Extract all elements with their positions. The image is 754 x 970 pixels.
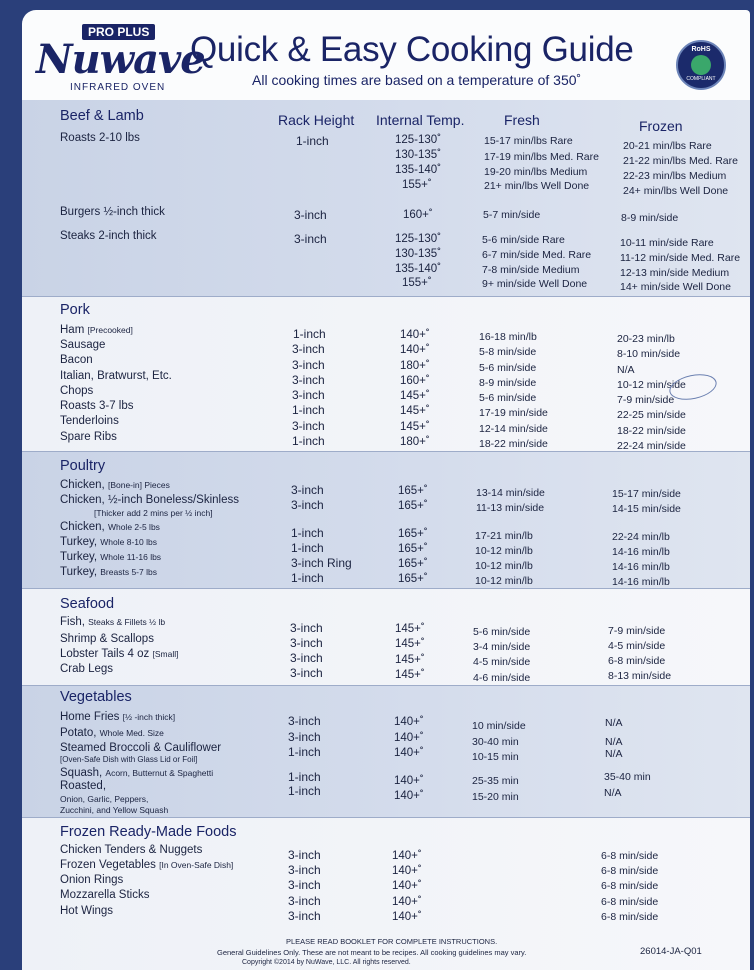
row-rack: 1-inch [293, 327, 326, 341]
row-name: Roasts 2-10 lbs [60, 132, 140, 144]
row-rack: 3-inch [292, 419, 325, 433]
row-note: [Bone-in] Pieces [107, 480, 170, 490]
row-temp: 180+˚ [400, 360, 430, 372]
row-frozen: N/A [605, 748, 623, 760]
row-frozen: 14-15 min/side [612, 503, 681, 515]
row-temp: 140+˚ [400, 344, 430, 356]
row-note: Whole 8-10 lbs [100, 537, 157, 547]
rohs-label: RoHS [691, 46, 711, 53]
page-title: Quick & Easy Cooking Guide [190, 30, 634, 69]
row-note: Turkey, [60, 536, 98, 548]
row-frozen: 22-23 min/lbs Medium [623, 170, 727, 182]
row-note: Turkey, [60, 551, 98, 563]
row-frozen: 14-16 min/lb [612, 546, 670, 558]
row-fresh: 5-8 min/side [479, 346, 537, 358]
row-temp: 140+˚ [394, 790, 424, 802]
row-name [60, 479, 170, 491]
rohs-badge-icon [676, 40, 726, 90]
row-rack: 3-inch [294, 208, 327, 222]
row-temp: 125-130˚ [395, 233, 442, 245]
row-fresh: 6-7 min/side Med. Rare [482, 249, 592, 261]
brand-name: Nuwave [36, 36, 205, 83]
row-rack: 3-inch [292, 373, 325, 387]
row-frozen: 20-23 min/lb [617, 333, 675, 345]
row-name: Crab Legs [60, 663, 114, 675]
row-temp: 165+˚ [398, 573, 428, 585]
row-subnote: [Oven-Safe Dish with Glass Lid or Foil] [60, 755, 198, 764]
row-frozen: 14-16 min/lb [612, 561, 670, 573]
section-title-frozen-foods: Frozen Ready-Made Foods [60, 824, 237, 840]
row-fresh: 10-12 min/lb [475, 545, 533, 557]
row-frozen: 8-13 min/side [608, 670, 672, 682]
row-name [60, 616, 165, 628]
row-frozen: 4-5 min/side [608, 640, 666, 652]
row-fresh: 25-35 min [472, 775, 519, 787]
section-title-poultry: Poultry [60, 458, 106, 474]
section-title-seafood: Seafood [60, 596, 115, 612]
row-name [60, 521, 160, 533]
pro-plus-badge: PRO PLUS [82, 24, 155, 40]
row-temp: 145+˚ [400, 390, 430, 402]
row-name: Chicken Tenders & Nuggets [60, 844, 203, 856]
row-rack: 1-inch [288, 784, 321, 798]
row-name [60, 767, 213, 779]
row-fresh: 5-6 min/side [479, 362, 537, 374]
row-frozen: 14-16 min/lb [612, 576, 670, 588]
row-temp: 160+˚ [403, 209, 433, 221]
row-fresh: 5-6 min/side [473, 626, 531, 638]
row-frozen: 6-8 min/side [601, 911, 659, 923]
section-title-vegetables: Vegetables [60, 689, 132, 705]
row-note: [½ -inch thick] [122, 712, 176, 722]
row-note: Frozen Vegetables [60, 859, 156, 871]
row-name [60, 859, 233, 871]
row-fresh: 15-20 min [472, 791, 519, 803]
row-name: Onion Rings [60, 874, 124, 886]
row-temp: 155+˚ [402, 179, 432, 191]
row-note: Whole 11-16 lbs [100, 552, 162, 562]
row-temp: 140+˚ [394, 747, 424, 759]
row-name [60, 648, 178, 660]
row-rack: 3-inch [288, 848, 321, 862]
row-name: Spare Ribs [60, 431, 117, 443]
row-rack: 3-inch [288, 878, 321, 892]
row-temp: 140+˚ [394, 775, 424, 787]
row-fresh: 5-6 min/side Rare [482, 234, 565, 246]
row-name: Tenderloins [60, 415, 119, 427]
column-header-rack: Rack Height [278, 112, 355, 128]
row-rack: 1-inch [292, 434, 325, 448]
row-frozen: 8-10 min/side [617, 348, 681, 360]
row-temp: 130-135˚ [395, 149, 442, 161]
row-fresh: 8-9 min/side [479, 377, 537, 389]
row-rack: 3-inch [288, 863, 321, 877]
row-frozen: 20-21 min/lbs Rare [623, 140, 712, 152]
row-temp: 165+˚ [398, 558, 428, 570]
row-subnote: Zucchini, and Yellow Squash [60, 805, 169, 815]
row-name: Chops [60, 385, 94, 397]
row-rack: 1-inch [292, 403, 325, 417]
row-note: Lobster Tails 4 oz [60, 648, 150, 660]
row-note: [In Oven-Safe Dish] [159, 860, 234, 870]
row-fresh: 10-15 min [472, 751, 519, 763]
row-frozen: 35-40 min [604, 771, 651, 783]
row-note: Potato, [60, 727, 97, 739]
row-temp: 140+˚ [394, 732, 424, 744]
row-rack: 3-inch Ring [291, 556, 352, 570]
row-rack: 3-inch [291, 483, 324, 497]
row-subnote: [Thicker add 2 mins per ½ inch] [94, 508, 213, 518]
row-rack: 1-inch [288, 770, 321, 784]
row-frozen: 22-24 min/lb [612, 531, 670, 543]
row-note: Breasts 5-7 lbs [100, 567, 157, 577]
row-temp: 140+˚ [392, 865, 422, 877]
row-frozen: 6-8 min/side [601, 850, 659, 862]
row-name: Hot Wings [60, 905, 114, 917]
row-name: Italian, Bratwurst, Etc. [60, 370, 172, 382]
row-frozen: 7-9 min/side [617, 394, 675, 406]
row-fresh: 7-8 min/side Medium [482, 264, 580, 276]
row-temp: 165+˚ [398, 485, 428, 497]
row-rack: 3-inch [288, 894, 321, 908]
row-frozen: 7-9 min/side [608, 625, 666, 637]
row-temp: 140+˚ [400, 329, 430, 341]
row-fresh: 13-14 min/side [476, 487, 545, 499]
row-temp: 155+˚ [402, 277, 432, 289]
row-temp: 145+˚ [400, 421, 430, 433]
row-temp: 140+˚ [392, 911, 422, 923]
row-fresh: 12-14 min/side [479, 423, 548, 435]
row-frozen: 15-17 min/side [612, 488, 681, 500]
row-rack: 3-inch [290, 666, 323, 680]
row-rack: 3-inch [294, 232, 327, 246]
row-name: Sausage [60, 339, 106, 351]
row-temp: 140+˚ [392, 896, 422, 908]
row-frozen: 22-25 min/side [617, 409, 686, 421]
row-name: Shrimp & Scallops [60, 633, 154, 645]
row-frozen: 8-9 min/side [621, 212, 679, 224]
row-rack: 3-inch [292, 342, 325, 356]
row-fresh: 5-6 min/side [479, 392, 537, 404]
row-rack: 3-inch [292, 358, 325, 372]
row-temp: 145+˚ [395, 654, 425, 666]
row-fresh: 30-40 min [472, 736, 519, 748]
row-fresh: 11-13 min/side [476, 502, 545, 514]
row-frozen: N/A [605, 717, 623, 729]
row-rack: 3-inch [288, 714, 321, 728]
row-frozen: 6-8 min/side [601, 880, 659, 892]
row-temp: 130-135˚ [395, 248, 442, 260]
row-note: [Precooked] [87, 325, 133, 335]
row-name [60, 494, 239, 506]
row-name [60, 551, 161, 563]
row-rack: 3-inch [292, 388, 325, 402]
row-name [60, 727, 164, 739]
row-temp: 140+˚ [394, 716, 424, 728]
row-note: ½-inch Boneless/Skinless [107, 494, 239, 506]
row-frozen: 24+ min/lbs Well Done [623, 185, 729, 197]
row-rack: 3-inch [288, 909, 321, 923]
row-name [60, 324, 133, 336]
row-note: Steaks & Fillets ½ lb [88, 617, 166, 627]
row-fresh: 16-18 min/lb [479, 331, 537, 343]
row-name [60, 711, 175, 723]
row-name [60, 536, 157, 548]
row-note: [Small] [152, 649, 179, 659]
row-name: Steaks 2-inch thick [60, 230, 157, 242]
row-temp: 145+˚ [395, 638, 425, 650]
row-temp: 140+˚ [392, 850, 422, 862]
row-note: Chicken, [60, 494, 105, 506]
row-note: Squash, [60, 767, 103, 779]
row-rack: 3-inch [290, 636, 323, 650]
row-temp: 145+˚ [395, 669, 425, 681]
row-note: Acorn, Butternut & Spaghetti [105, 768, 214, 778]
row-temp: 125-130˚ [395, 134, 442, 146]
footer-copyright: Copyright ©2014 by NuWave, LLC. All rights reserved. [242, 959, 411, 966]
row-frozen: N/A [617, 364, 635, 376]
row-frozen: 11-12 min/side Med. Rare [620, 252, 741, 264]
row-temp: 165+˚ [398, 500, 428, 512]
row-name: Steamed Broccoli & Cauliflower [60, 742, 222, 754]
row-fresh: 10-12 min/lb [475, 575, 533, 587]
row-name: Roasts 3-7 lbs [60, 400, 134, 412]
row-frozen: 6-8 min/side [601, 865, 659, 877]
row-temp: 135-140˚ [395, 164, 442, 176]
row-note: Turkey, [60, 566, 98, 578]
row-frozen: 21-22 min/lbs Med. Rare [623, 155, 738, 167]
row-temp: 160+˚ [400, 375, 430, 387]
footer-instructions: PLEASE READ BOOKLET FOR COMPLETE INSTRUCTIONS. [286, 937, 498, 946]
row-note: Whole 2-5 lbs [107, 522, 160, 532]
page-subtitle: All cooking times are based on a temperature of 350˚ [252, 72, 582, 88]
row-note: Home Fries [60, 711, 120, 723]
row-note: Fish, [60, 616, 85, 628]
row-temp: 135-140˚ [395, 263, 442, 275]
rohs-compliant-label: COMPLIANT [686, 76, 716, 82]
row-fresh: 4-6 min/side [473, 672, 531, 684]
row-fresh: 17-21 min/lb [475, 530, 533, 542]
row-note: Ham [60, 324, 85, 336]
row-name: Mozzarella Sticks [60, 889, 150, 901]
row-fresh: 4-5 min/side [473, 656, 531, 668]
nuwave-logo [32, 20, 205, 102]
row-name [60, 566, 157, 578]
row-frozen: N/A [605, 736, 623, 748]
row-frozen: 12-13 min/side Medium [620, 267, 730, 279]
footer-guidelines: General Guidelines Only. These are not meant to be recipes. All cooking guidelines may vary. [217, 948, 527, 957]
row-temp: 180+˚ [400, 436, 430, 448]
globe-icon [691, 55, 711, 75]
row-name: Burgers ½-inch thick [60, 206, 165, 218]
row-name: Bacon [60, 354, 93, 366]
row-fresh: 10-12 min/lb [475, 560, 533, 572]
row-note: Chicken, [60, 521, 105, 533]
row-fresh: 18-22 min/side [479, 438, 548, 450]
row-rack: 1-inch [291, 571, 324, 585]
row-name: Roasted, [60, 780, 107, 792]
row-temp: 140+˚ [392, 880, 422, 892]
row-fresh: 9+ min/side Well Done [482, 278, 588, 290]
row-rack: 1-inch [296, 134, 329, 148]
row-frozen: 18-22 min/side [617, 425, 686, 437]
document-code: 26014-JA-Q01 [640, 946, 702, 957]
row-note: Chicken, [60, 479, 105, 491]
column-header-fresh: Fresh [504, 112, 540, 128]
row-fresh: 10 min/side [472, 720, 526, 732]
row-rack: 1-inch [291, 541, 324, 555]
section-title-pork: Pork [60, 302, 90, 318]
row-frozen: 10-12 min/side [617, 379, 686, 391]
row-rack: 3-inch [290, 651, 323, 665]
row-frozen: 6-8 min/side [608, 655, 666, 667]
row-rack: 3-inch [288, 730, 321, 744]
row-rack: 1-inch [291, 526, 324, 540]
row-rack: 1-inch [288, 745, 321, 759]
row-frozen: N/A [604, 787, 622, 799]
row-fresh: 5-7 min/side [483, 209, 541, 221]
row-fresh: 3-4 min/side [473, 641, 531, 653]
row-temp: 145+˚ [400, 405, 430, 417]
row-temp: 165+˚ [398, 528, 428, 540]
row-frozen: 10-11 min/side Rare [620, 237, 714, 249]
row-fresh: 19-20 min/lbs Medium [484, 166, 588, 178]
row-frozen: 22-24 min/side [617, 440, 686, 452]
section-title-beef: Beef & Lamb [60, 108, 144, 124]
row-temp: 165+˚ [398, 543, 428, 555]
row-frozen: 14+ min/side Well Done [620, 281, 731, 293]
row-frozen: 6-8 min/side [601, 896, 659, 908]
row-fresh: 17-19 min/side [479, 407, 548, 419]
row-fresh: 17-19 min/lbs Med. Rare [484, 151, 599, 163]
row-rack: 3-inch [290, 621, 323, 635]
column-header-frozen: Frozen [639, 118, 683, 134]
row-fresh: 21+ min/lbs Well Done [484, 180, 590, 192]
product-name: INFRARED OVEN [70, 82, 166, 93]
row-note: Whole Med. Size [99, 728, 164, 738]
row-temp: 145+˚ [395, 623, 425, 635]
column-header-temp: Internal Temp. [376, 112, 465, 128]
row-subnote: Onion, Garlic, Peppers, [60, 794, 149, 804]
cooking-guide-card [22, 10, 750, 970]
row-fresh: 15-17 min/lbs Rare [484, 135, 573, 147]
row-rack: 3-inch [291, 498, 324, 512]
